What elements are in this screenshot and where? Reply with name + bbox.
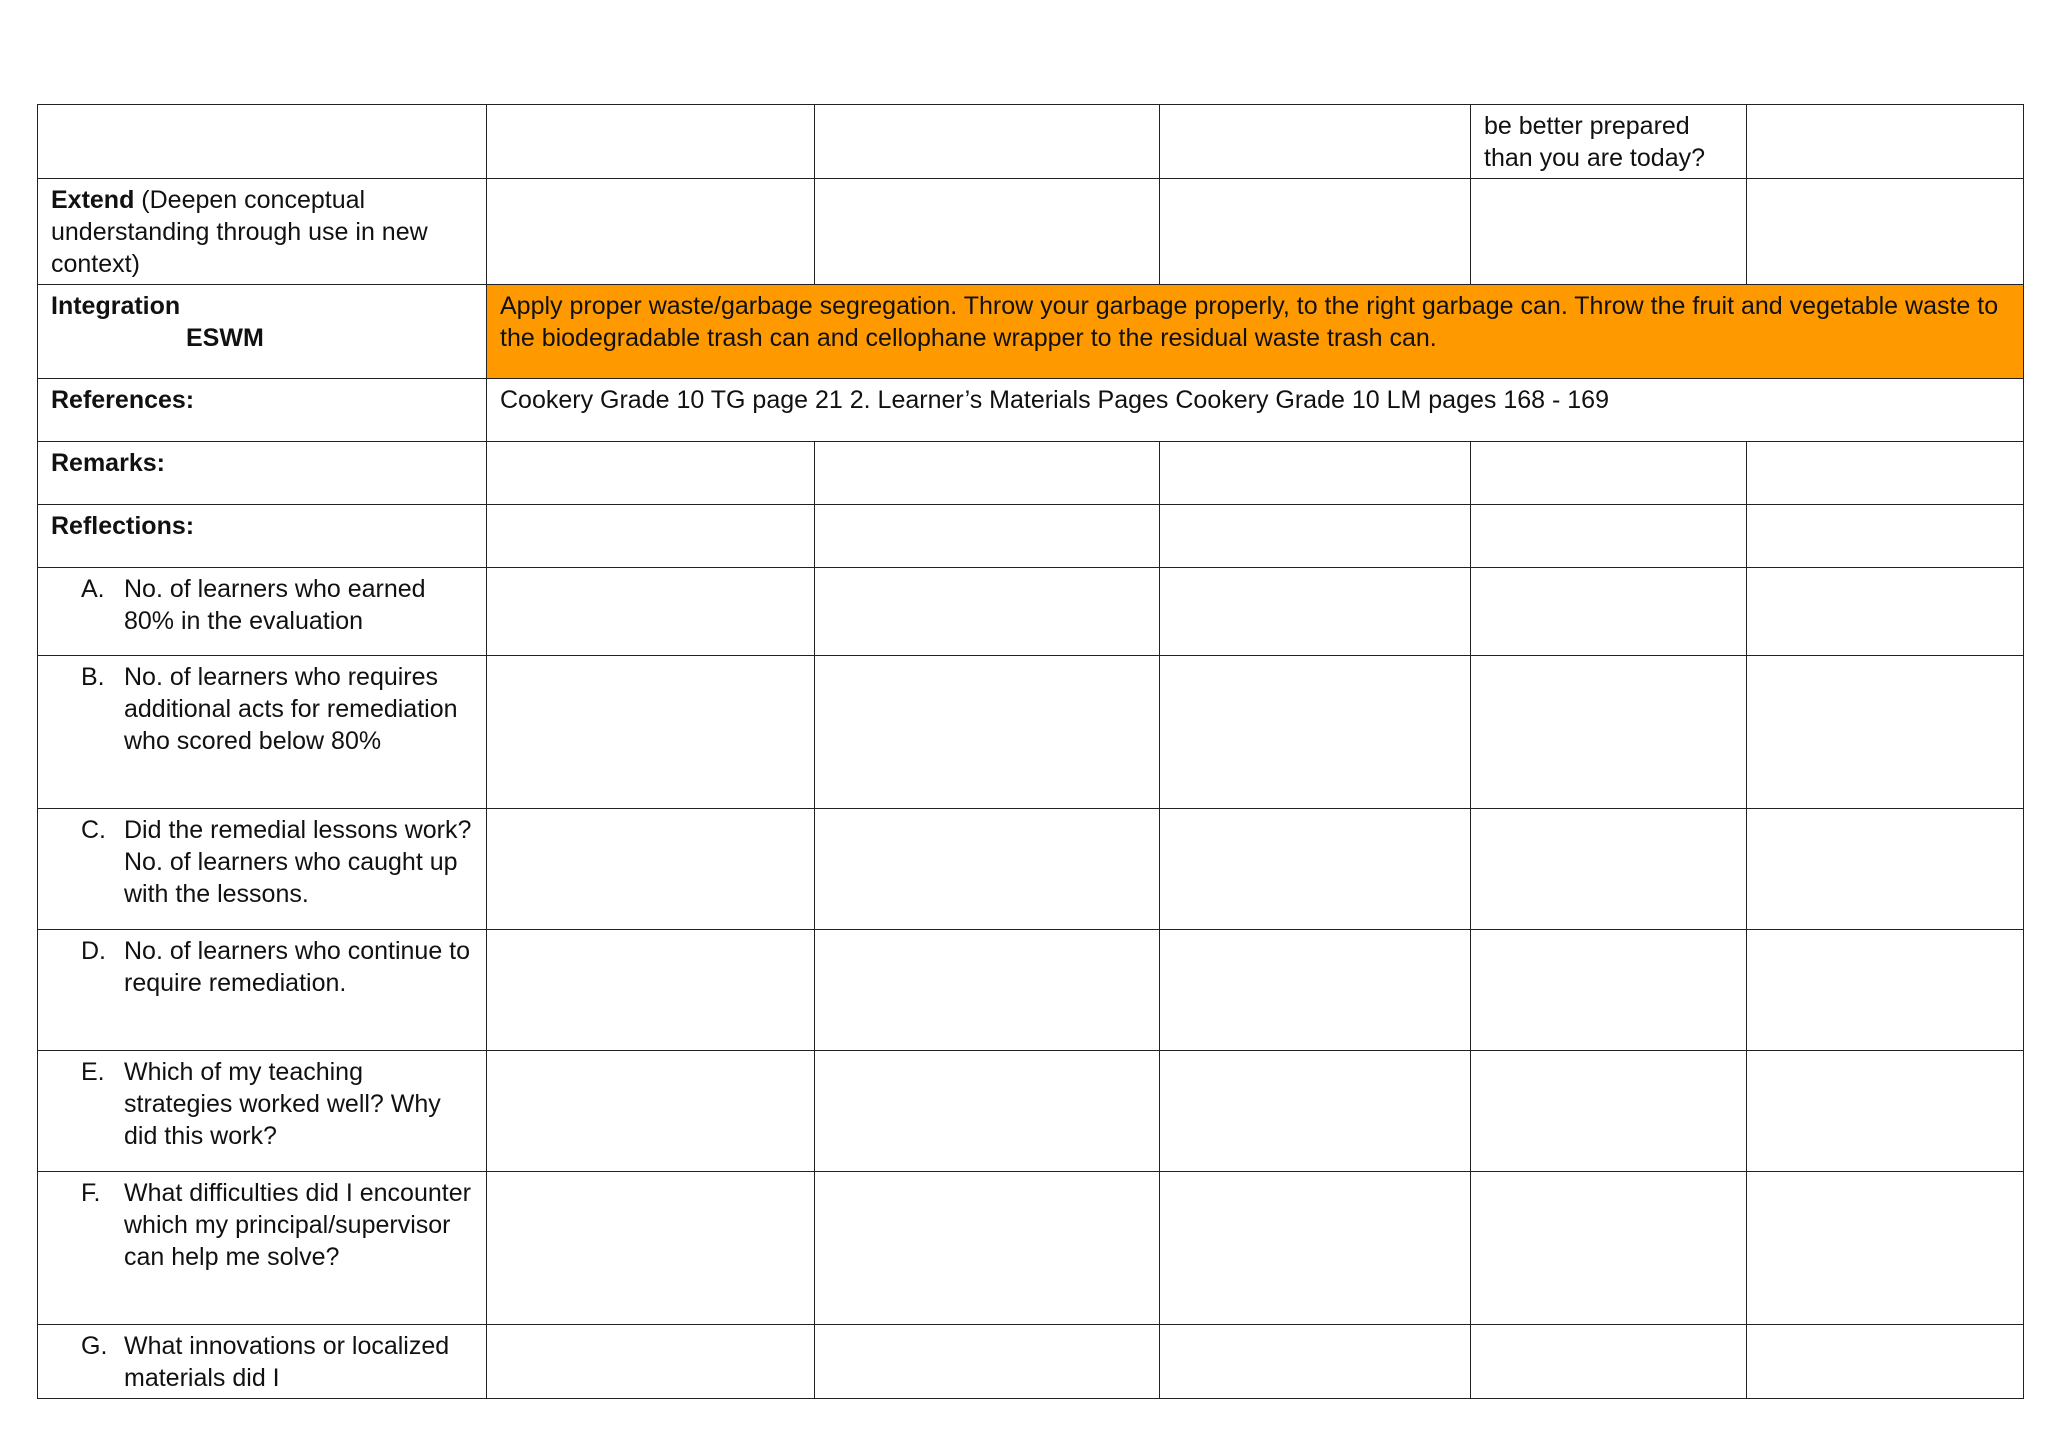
day-cell (1160, 656, 1471, 809)
integration-text-cell: Apply proper waste/garbage segregation. Throw your garbage properly, to the right garbage can. Throw the fruit and vegetable waste to the biodegradable trash can and cellophane wrapper to the residual waste trash can. (487, 285, 2024, 379)
eswm-label: ESWM (186, 324, 264, 352)
item-text: No. of learners who continue to require remediation. (124, 937, 471, 997)
extend-label: Extend (51, 186, 135, 214)
item-letter: F. (81, 1179, 101, 1207)
day-cell (815, 179, 1160, 285)
day-cell (487, 442, 815, 505)
day-cell (1160, 442, 1471, 505)
reflection-item-cell (38, 1051, 487, 1172)
item-text: What difficulties did I encounter which my principal/supervisor can help me solve? (124, 1179, 471, 1271)
reflection-item-cell (38, 1325, 487, 1399)
day-cell (487, 1325, 815, 1399)
reflection-item-cell (38, 568, 487, 656)
item-text: Did the remedial lessons work? No. of learners who caught up with the lessons. (124, 816, 472, 908)
table-row (38, 105, 2024, 179)
day-cell (1747, 105, 2024, 179)
table-row-references (38, 379, 2024, 442)
references-label: References: (38, 379, 487, 442)
day-cell (1160, 1172, 1471, 1325)
day-cell (1747, 442, 2024, 505)
day-cell (1747, 1172, 2024, 1325)
day-cell (1160, 1325, 1471, 1399)
day-cell (1471, 1325, 1747, 1399)
item-text: No. of learners who earned 80% in the evaluation (124, 575, 426, 635)
continued-text-cell: be better prepared than you are today? (1471, 105, 1747, 179)
day-cell (1160, 568, 1471, 656)
integration-label-cell (38, 285, 487, 379)
table-row-extend (38, 179, 2024, 285)
day-cell (1471, 568, 1747, 656)
lesson-plan-table (37, 104, 2024, 1399)
item-text: What innovations or localized materials did I (124, 1332, 450, 1392)
day-cell (1747, 179, 2024, 285)
table-row-integration (38, 285, 2024, 379)
day-cell (1160, 930, 1471, 1051)
day-cell (487, 105, 815, 179)
day-cell (815, 809, 1160, 930)
day-cell (1471, 1172, 1747, 1325)
day-cell (487, 809, 815, 930)
reflection-item-cell (38, 930, 487, 1051)
extend-label-cell (38, 179, 487, 285)
day-cell (815, 930, 1160, 1051)
day-cell (815, 505, 1160, 568)
item-letter: B. (81, 663, 105, 691)
item-letter: C. (81, 816, 106, 844)
table-row-reflection-f (38, 1172, 2024, 1325)
integration-label: Integration (51, 292, 181, 320)
reflection-item-cell (38, 656, 487, 809)
day-cell (815, 442, 1160, 505)
extend-description: (Deepen conceptual understanding through use in new context) (51, 186, 428, 278)
reflections-label: Reflections: (38, 505, 487, 568)
day-cell (1747, 505, 2024, 568)
day-cell (487, 1051, 815, 1172)
day-cell (1471, 179, 1747, 285)
day-cell (1471, 505, 1747, 568)
day-cell (487, 505, 815, 568)
table-row-reflection-d (38, 930, 2024, 1051)
item-text: No. of learners who requires additional acts for remediation who scored below 80% (124, 663, 458, 755)
day-cell (1747, 1325, 2024, 1399)
day-cell (1160, 1051, 1471, 1172)
day-cell (1747, 809, 2024, 930)
day-cell (815, 568, 1160, 656)
day-cell (815, 1172, 1160, 1325)
day-cell (1471, 930, 1747, 1051)
remarks-label: Remarks: (38, 442, 487, 505)
references-text-cell: Cookery Grade 10 TG page 21 2. Learner’s Materials Pages Cookery Grade 10 LM pages 168 - 169 (487, 379, 2024, 442)
day-cell (1160, 105, 1471, 179)
table-row-reflection-b (38, 656, 2024, 809)
day-cell (1471, 442, 1747, 505)
item-letter: G. (81, 1332, 108, 1360)
day-cell (487, 656, 815, 809)
day-cell (1471, 809, 1747, 930)
day-cell (1160, 179, 1471, 285)
day-cell (1747, 656, 2024, 809)
table-row-reflection-c (38, 809, 2024, 930)
table-row-reflections (38, 505, 2024, 568)
label-cell (38, 105, 487, 179)
item-text: Which of my teaching strategies worked well? Why did this work? (124, 1058, 441, 1150)
day-cell (1471, 656, 1747, 809)
day-cell (1747, 930, 2024, 1051)
table-row-reflection-a (38, 568, 2024, 656)
day-cell (487, 1172, 815, 1325)
reflection-item-cell (38, 809, 487, 930)
day-cell (815, 105, 1160, 179)
item-letter: D. (81, 937, 106, 965)
item-letter: A. (81, 575, 105, 603)
table-row-reflection-g (38, 1325, 2024, 1399)
day-cell (1160, 505, 1471, 568)
day-cell (815, 1051, 1160, 1172)
table-row-reflection-e (38, 1051, 2024, 1172)
day-cell (1160, 809, 1471, 930)
day-cell (815, 656, 1160, 809)
day-cell (487, 930, 815, 1051)
day-cell (487, 568, 815, 656)
day-cell (1747, 568, 2024, 656)
day-cell (815, 1325, 1160, 1399)
day-cell (1471, 1051, 1747, 1172)
day-cell (487, 179, 815, 285)
day-cell (1747, 1051, 2024, 1172)
reflection-item-cell (38, 1172, 487, 1325)
table-row-remarks (38, 442, 2024, 505)
item-letter: E. (81, 1058, 105, 1086)
